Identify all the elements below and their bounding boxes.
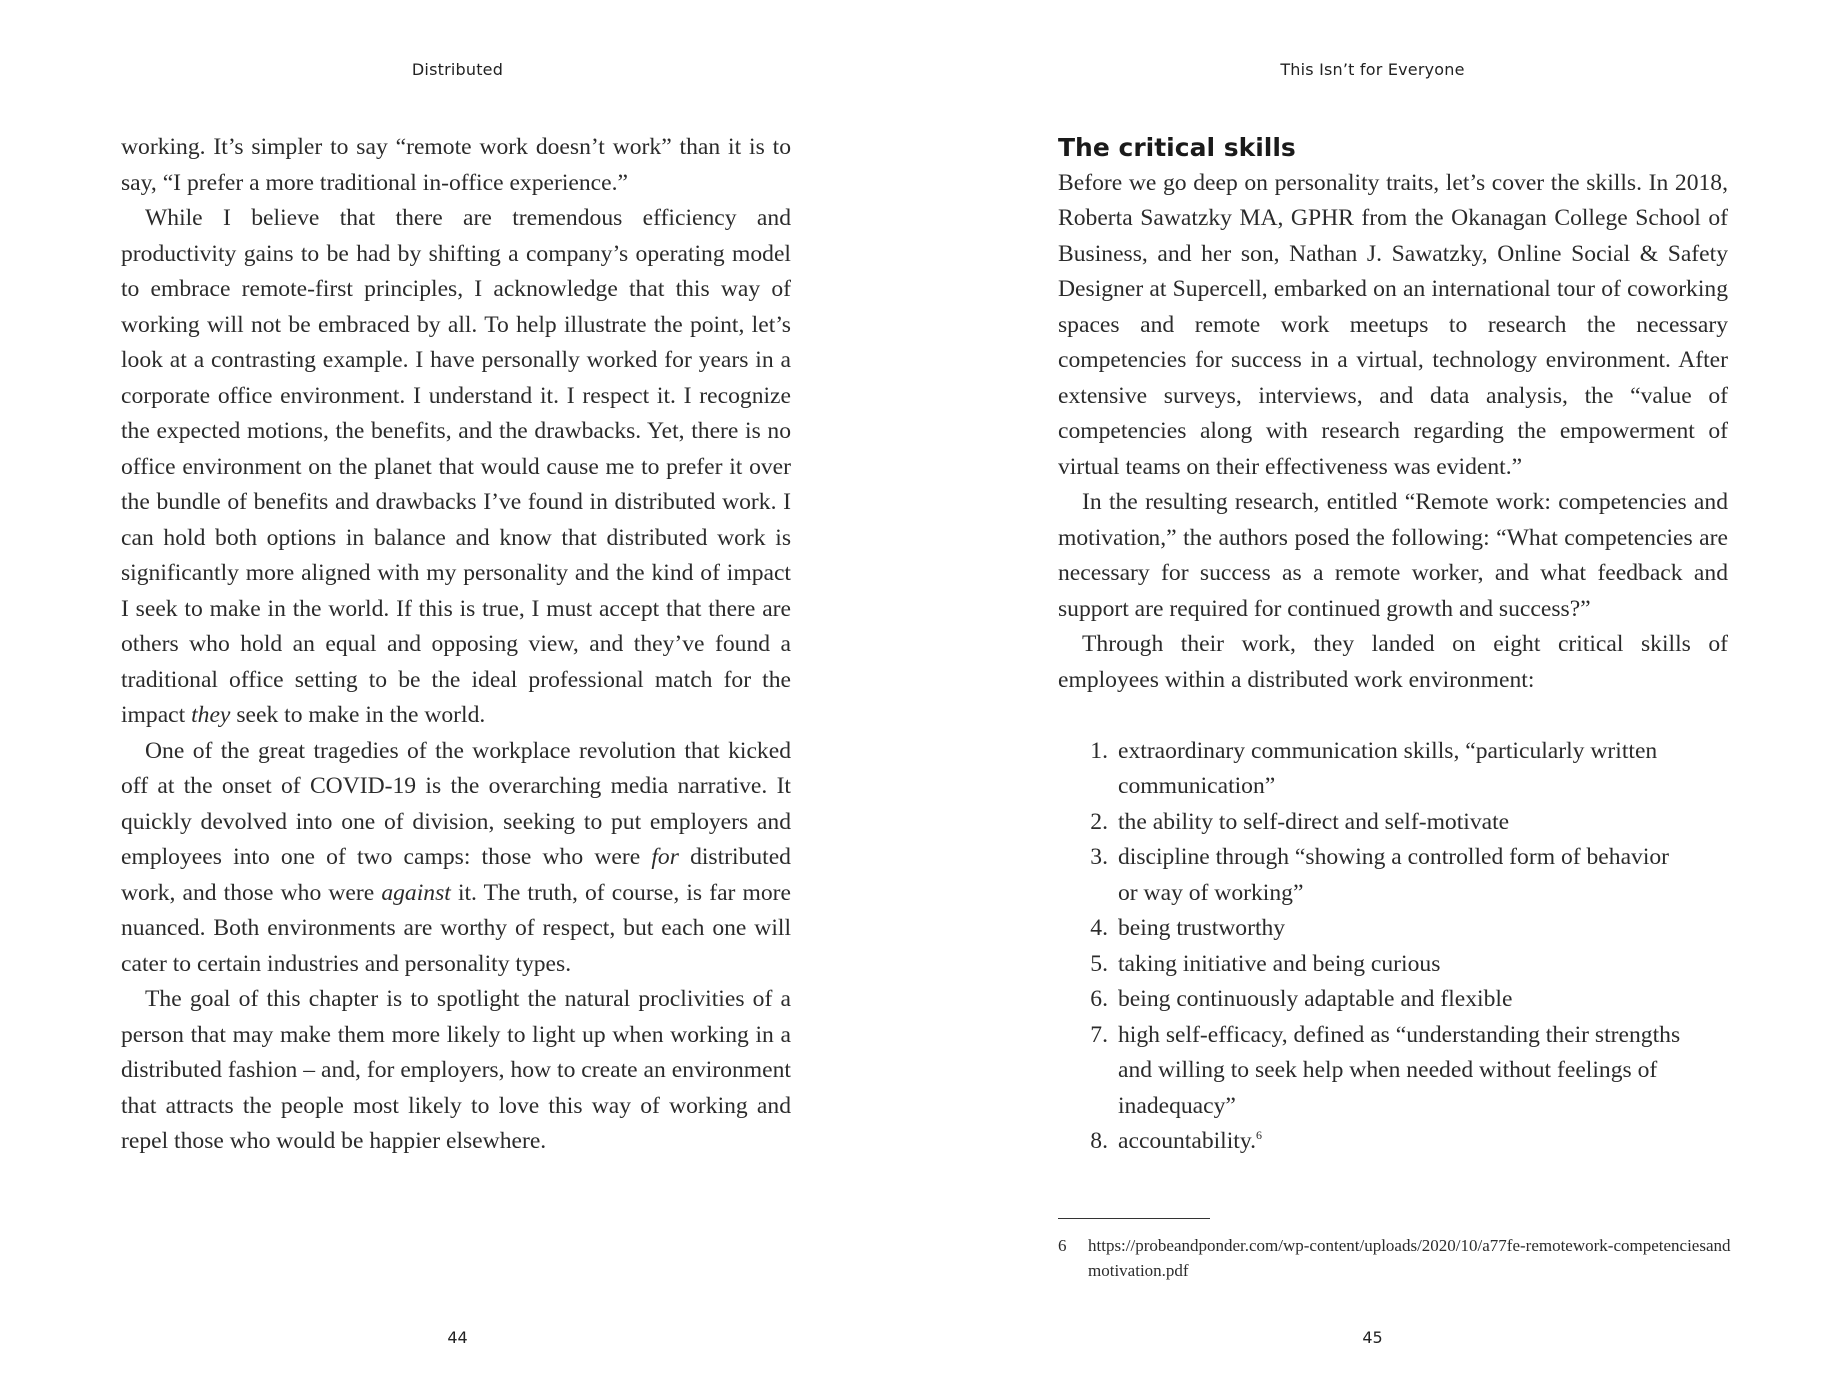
list-item [1058, 734, 1728, 805]
list-text-accountability: accountability. [1118, 1128, 1257, 1154]
right-page [915, 0, 1830, 1400]
list-item [1058, 1018, 1728, 1125]
list-item [1058, 840, 1728, 911]
paragraph-2 [121, 201, 791, 734]
list-number: 1. [1090, 737, 1108, 764]
footnote-divider [1058, 1218, 1210, 1219]
list-text: discipline through “showing a controlled form of behavior or way of working” [1118, 844, 1670, 906]
skills-list [1058, 734, 1728, 1160]
list-item [1058, 947, 1728, 983]
list-number: 6. [1090, 986, 1108, 1012]
list-text: taking initiative and being curious [1118, 950, 1441, 977]
paragraph-2-end: seek to make in the world. [236, 702, 486, 728]
paragraph-6: In the resulting research, entitled “Remote work: competencies and motivation,” the authors posed the following: “What competencies are necessary for success as a remote worker, and what feedback and support are required for continued growth and success?” [1058, 489, 1728, 622]
paragraph-1: working. It’s simpler to say “remote work doesn’t work” than it is to say, “I prefer a more traditional in-office experience.” [121, 134, 791, 196]
footnote-number: 6 [1058, 1236, 1067, 1255]
list-item [1058, 805, 1728, 841]
paragraph-7: Through their work, they landed on eight critical skills of employees within a distributed work environment: [1058, 631, 1728, 693]
emphasis-against: against [381, 879, 451, 906]
paragraph-3-text-c: it. The truth, of course, is far more nuanced. Both environments are worthy of respect, but each one will cater to certain industries and personality types. [121, 879, 792, 977]
list-text: extraordinary communication skills, “particularly written communication” [1118, 737, 1658, 799]
list-item [1058, 911, 1728, 947]
list-item [1058, 1124, 1728, 1160]
list-number: 2. [1090, 808, 1108, 835]
list-number: 8. [1090, 1128, 1108, 1154]
running-head-left: Distributed [411, 60, 504, 79]
emphasis-they: they [191, 702, 231, 728]
list-item [1058, 982, 1728, 1018]
footnote-reference[interactable]: 6 [1256, 1128, 1263, 1143]
list-number: 7. [1090, 1021, 1108, 1048]
paragraph-5: Before we go deep on personality traits, let’s cover the skills. In 2018, Roberta Sawatzky MA, GPHR from the Okanagan College School of Business, and her son, Nathan J. Sawatzky, Online Social & Safety Designer at Supercell, embarked on an international tour of coworking spaces and remote work meetups to research the necessary competencies for success in a virtual, technology environment. After extensive surveys, interviews, and data analysis, the “value of competencies along with research regarding the empowerment of virtual teams on their effectiveness was evident.” [1058, 169, 1728, 480]
page-number-left: 44 [447, 1328, 468, 1347]
list-text: being trustworthy [1118, 915, 1286, 941]
page-number-right: 45 [1362, 1328, 1383, 1347]
paragraph-3 [121, 734, 791, 983]
paragraph-3-text-b: distributed work, and those who were [121, 844, 791, 906]
section-heading: The critical skills [1058, 133, 1296, 162]
list-number: 5. [1090, 950, 1108, 977]
right-page-body [1058, 130, 1728, 1160]
list-text [1118, 1124, 1728, 1160]
paragraph-3-text-a: One of the great tragedies of the workplace revolution that kicked off at the onset of COVID-19 is the overarching media narrative. It quickly devolved into one of division, seeking to put employers and employees into one of two camps: those who were [121, 737, 791, 870]
running-head-right: This Isn’t for Everyone [1280, 60, 1465, 79]
list-number: 4. [1090, 915, 1108, 941]
footnote-url[interactable]: https://probeandponder.com/wp-content/uploads/2020/10/a77fe-remotework-competenciesandmotivation.pdf [1088, 1236, 1731, 1280]
paragraph-2-text: While I believe that there are tremendous efficiency and productivity gains to be had by shifting a company’s operating model to embrace remote-first principles, I acknowledge that this way of working will not be embraced by all. To help illustrate the point, let’s look at a contrasting example. I have personally worked for years in a corporate office environment. I understand it. I respect it. I recognize the expected motions, the benefits, and the drawbacks. Yet, there is no office environment on the planet that would cause me to prefer it over the bundle of benefits and drawbacks I’ve found in distributed work. I can hold both options in balance and know that distributed work is significantly more aligned with my personality and the kind of impact I seek to make in the world. If this is true, I must accept that there are others who hold an equal and opposing view, and they’ve found a traditional office setting to be the ideal professional match for the impact [121, 205, 791, 728]
list-text: high self-efficacy, defined as “understanding their strengths and willing to seek help when needed without feelings of inadequacy” [1118, 1021, 1681, 1119]
paragraph-4: The goal of this chapter is to spotlight the natural proclivities of a person that may make them more likely to light up when working in a distributed fashion – and, for employers, how to create an environment that attracts the people most likely to love this way of working and repel those who would be happier elsewhere. [121, 986, 791, 1154]
list-text: the ability to self-direct and self-motivate [1118, 808, 1510, 835]
list-number: 3. [1090, 844, 1108, 870]
list-text: being continuously adaptable and flexible [1118, 986, 1513, 1012]
left-page-body [121, 130, 791, 1160]
emphasis-for: for [651, 844, 679, 870]
footnote [1058, 1233, 1738, 1283]
